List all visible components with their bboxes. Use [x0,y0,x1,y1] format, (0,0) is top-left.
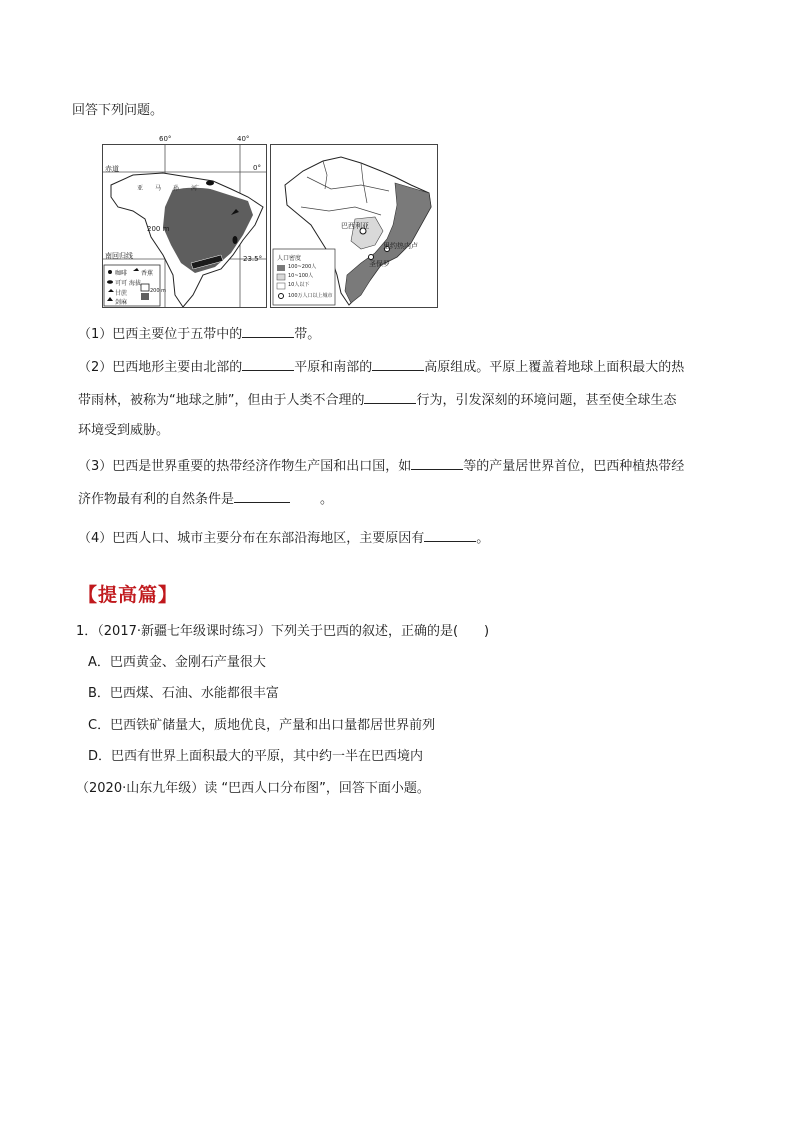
map1-legend-sisal: 剑麻 [115,299,128,306]
map2-legend-city: 100万人口以上城市 [288,293,333,299]
map1-river-char-1: 亚 [137,185,144,192]
map1-legend-banana: 香蕉 [141,270,154,277]
map1-equator-degree: 0° [253,164,261,172]
map2-legend-medium: 10~100人 [288,273,314,279]
map1-legend-altitude: 海拔 [129,280,142,287]
answer-blank[interactable] [234,488,290,503]
map1-lon-left: 60° [159,135,172,143]
map2-brasilia-label: 巴西利亚 [341,222,369,230]
intro-text: 回答下列问题。 [72,103,164,118]
answer-blank[interactable] [424,527,476,542]
map1-tropic-degree: 23.5° [243,255,263,263]
map1-river-char-2: 马 [155,185,162,192]
question-2-line-2: 带雨林，被称为“地球之肺”，但由于人类不合理的 行为，引发深刻的环境问题，甚至使全球生态 [78,389,677,410]
map2-rio-label: 里约热内卢 [383,242,418,250]
map1-legend-200m: 200 m [150,288,167,294]
answer-blank[interactable] [364,389,416,404]
next-question-intro: （2020·山东九年级）读 “巴西人口分布图”，回答下面小题。 [76,781,430,796]
mcq-option-d[interactable]: D．巴西有世界上面积最大的平原，其中约一半在巴西境内 [88,749,424,764]
map1-river-char-3: 孙 [173,185,180,192]
mcq-option-a[interactable]: A．巴西黄金、金刚石产量很大 [88,655,266,670]
map1-river-char-4: 河 [191,185,198,192]
question-4: （4）巴西人口、城市主要分布在东部沿海地区，主要原因有 。 [78,527,489,548]
map2-legend-low: 10人以下 [288,282,310,288]
map1-tropic-label: 南回归线 [105,252,133,260]
mcq-option-b[interactable]: B．巴西煤、石油、水能都很丰富 [88,686,279,701]
mcq-option-c[interactable]: C．巴西铁矿储量大，质地优良，产量和出口量都居世界前列 [88,718,436,733]
map1-legend-sugarcane: 甘蔗 [115,290,128,297]
question-3-line-2: 济作物最有利的自然条件是 。 [78,488,333,509]
answer-blank[interactable] [372,356,424,371]
question-2-line-1: （2）巴西地形主要由北部的 平原和南部的 高原组成。平原上覆盖着地球上面积最大的热 [78,356,684,377]
map2-legend-title: 人口密度 [277,255,302,262]
question-1: （1）巴西主要位于五带中的 带。 [78,323,320,344]
answer-blank[interactable] [411,455,463,470]
brazil-population-map [270,144,438,308]
map1-legend-coffee: 咖啡 [115,270,128,277]
map1-elevation-label: 200 m [147,225,170,233]
question-2-line-3: 环境受到威胁。 [78,423,170,438]
map1-lon-right: 40° [237,135,250,143]
answer-blank[interactable] [242,356,294,371]
brazil-terrain-map [102,135,267,308]
map1-equator-label: 赤道 [105,165,119,173]
map2-legend-high: 100~200人 [288,264,317,270]
question-3-line-1: （3）巴西是世界重要的热带经济作物生产国和出口国，如 等的产量居世界首位，巴西种植热带经 [78,455,684,476]
map2-saopaulo-label: 圣保罗 [369,260,390,268]
mcq-stem: 1．（2017·新疆七年级课时练习）下列关于巴西的叙述，正确的是( ) [76,624,490,639]
section-title: 【提高篇】 [78,584,179,606]
answer-blank[interactable] [242,323,294,338]
map1-legend-cocoa: 可可 [115,280,128,287]
